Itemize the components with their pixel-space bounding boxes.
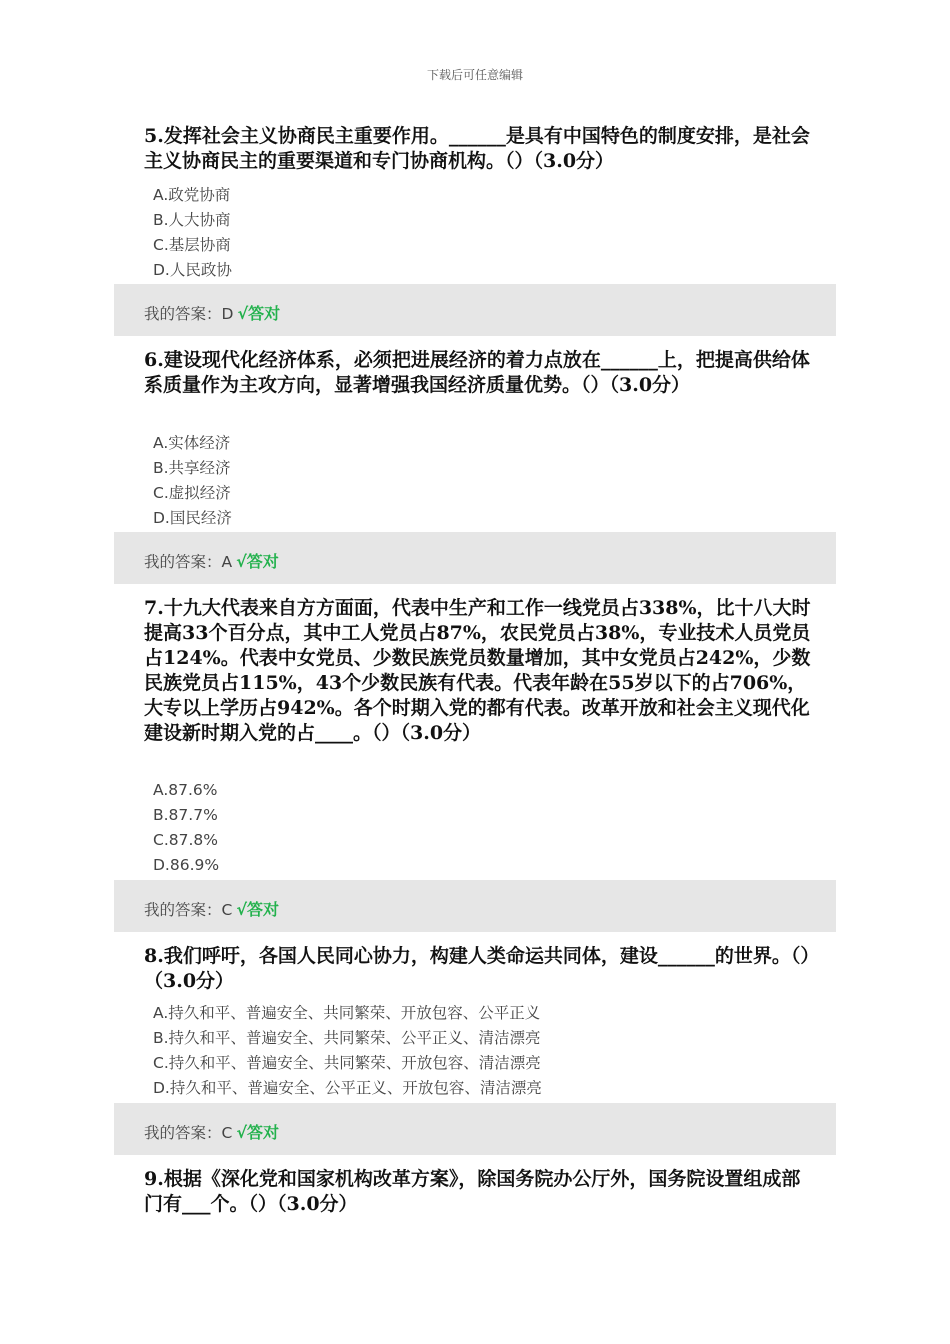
correct-mark: √答对 xyxy=(236,900,280,919)
option-c[interactable]: C.持久和平、普遍安全、共同繁荣、开放包容、清洁漂亮 xyxy=(153,1054,541,1072)
question-7-answer-bar xyxy=(114,880,836,932)
option-c[interactable]: C.87.8% xyxy=(153,831,218,849)
correct-mark: √答对 xyxy=(237,304,281,323)
answer-label: 我的答案：C xyxy=(144,901,233,919)
option-a[interactable]: A.政党协商 xyxy=(153,186,231,204)
option-a[interactable]: A.实体经济 xyxy=(153,434,231,452)
question-7-options xyxy=(153,778,793,878)
answer-label: 我的答案：D xyxy=(144,305,234,323)
question-8-text: 8.我们呼吁，各国人民同心协力，构建人类命运共同体，建设______的世界。（）（3.0分） xyxy=(144,945,810,992)
option-b[interactable]: B.共享经济 xyxy=(153,459,231,477)
option-d[interactable]: D.86.9% xyxy=(153,856,220,874)
answer-label: 我的答案：C xyxy=(144,1124,233,1142)
option-c[interactable]: C.虚拟经济 xyxy=(153,484,231,502)
question-8-options xyxy=(153,1001,793,1101)
answer-row xyxy=(144,549,279,572)
option-b[interactable]: B.持久和平、普遍安全、共同繁荣、公平正义、清洁漂亮 xyxy=(153,1029,541,1047)
option-d[interactable]: D.人民政协 xyxy=(153,261,232,279)
question-7-text: 7.十九大代表来自方方面面，代表中生产和工作一线党员占338%，比十八大时提高33个百分点，其中工人党员占87%，农民党员占38%，专业技术人员党员占124%。代表中女党员、少数民族党员数量增加，其中女党员占242%，少数民族党员占115%，43个少数民族有代表。代表年龄在55岁以下的占706%，大专以上学历占942%。各个时期入党的都有代表。改革开放和社会主义现代化建设新时期入党的占____。（）（3.0分） xyxy=(144,597,811,744)
answer-row xyxy=(144,1120,279,1143)
question-8-answer-bar xyxy=(114,1103,836,1155)
option-d[interactable]: D.国民经济 xyxy=(153,509,232,527)
question-6-text: 6.建设现代化经济体系，必须把进展经济的着力点放在______上，把提高供给体系质量作为主攻方向，显著增强我国经济质量优势。（）（3.0分） xyxy=(144,349,810,396)
question-6-options xyxy=(153,431,793,531)
correct-mark: √答对 xyxy=(236,1123,280,1142)
answer-label: 我的答案：A xyxy=(144,553,233,571)
answer-row xyxy=(144,897,279,920)
question-6-answer-bar xyxy=(114,532,836,584)
option-a[interactable]: A.87.6% xyxy=(153,781,218,799)
correct-mark: √答对 xyxy=(236,552,279,571)
option-b[interactable]: B.人大协商 xyxy=(153,211,231,229)
page-header: 下载后可任意编辑 xyxy=(426,68,523,82)
option-b[interactable]: B.87.7% xyxy=(153,806,218,824)
option-d[interactable]: D.持久和平、普遍安全、公平正义、开放包容、清洁漂亮 xyxy=(153,1079,542,1097)
option-c[interactable]: C.基层协商 xyxy=(153,236,231,254)
option-a[interactable]: A.持久和平、普遍安全、共同繁荣、开放包容、公平正义 xyxy=(153,1004,541,1022)
question-5-answer-bar xyxy=(114,284,836,336)
question-5-text: 5.发挥社会主义协商民主重要作用。______是具有中国特色的制度安排，是社会主义协商民主的重要渠道和专门协商机构。（）（3.0分） xyxy=(144,125,810,172)
question-5-options xyxy=(153,183,793,283)
answer-row xyxy=(144,301,280,324)
question-9-text: 9.根据《深化党和国家机构改革方案》，除国务院办公厅外，国务院设置组成部门有___个。（）（3.0分） xyxy=(144,1168,801,1215)
